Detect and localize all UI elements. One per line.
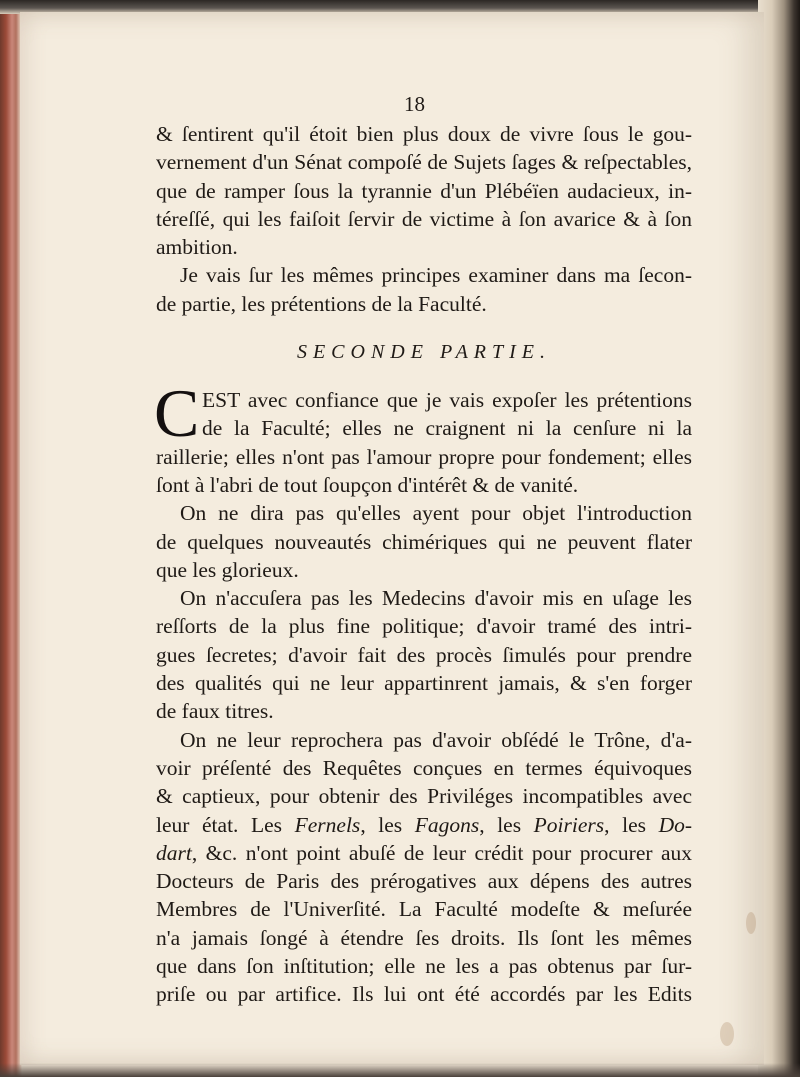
dropcap-paragraph: [154, 375, 692, 499]
text-line: ambition.: [156, 235, 238, 260]
text-line-names: [156, 811, 692, 839]
text-line: ſont à l'abri de tout ſoupçon d'intérêt & de vanité.: [156, 472, 579, 497]
text-line: Docteurs de Paris des prérogatives aux dépens des autres: [156, 869, 692, 894]
text-line: de partie, les prétentions de la Faculté.: [156, 291, 487, 316]
text-line: voir préſenté des Requêtes conçues en termes équivoques: [156, 755, 692, 780]
text-line: Je vais ſur les mêmes principes examiner dans ma ſecon-: [180, 263, 692, 288]
text-line: priſe ou par artifice. Ils lui ont été accordés par les Edits: [156, 982, 692, 1007]
paper-stain: [720, 1022, 734, 1046]
name-fernels: Fernels: [294, 812, 361, 837]
text-run: , les: [360, 812, 415, 837]
page-text: [156, 120, 692, 1009]
text-line: On ne dira pas qu'elles ayent pour objet l'introduction: [180, 501, 692, 526]
text-line: n'a jamais ſongé à étendre ſes droits. Ils ſont les mêmes: [156, 925, 692, 950]
name-poiriers: Poiriers: [533, 812, 605, 837]
text-run: , les: [479, 812, 534, 837]
text-line: On ne leur reprochera pas d'avoir obſédé le Trône, d'a-: [180, 727, 692, 752]
text-line: de faux titres.: [156, 699, 274, 724]
text-line: & ſentirent qu'il étoit bien plus doux de vivre ſous le gou-: [156, 122, 692, 146]
text-line: & captieux, pour obtenir des Priviléges incompatibles avec: [156, 784, 692, 809]
text-line: des qualités qui ne leur appartinrent jamais, & s'en forger: [156, 671, 692, 696]
text-line: On n'accuſera pas les Medecins d'avoir mis en uſage les: [180, 586, 692, 611]
text-line: Membres de l'Univerſité. La Faculté modeſte & meſurée: [156, 897, 692, 922]
text-line: gues ſecretes; d'avoir fait des procès ſimulés pour prendre: [156, 642, 692, 667]
text-line: raillerie; elles n'ont pas l'amour propre pour fondement; elles: [156, 444, 692, 469]
text-line: que de ramper ſous la tyrannie d'un Plébéïen audacieux, in-: [156, 178, 692, 203]
drop-cap-letter: C: [154, 375, 200, 452]
text-line: vernement d'un Sénat compoſé de Sujets ſages & reſpectables,: [156, 150, 692, 175]
text-run: leur état. Les: [156, 812, 295, 837]
section-heading: SECONDE PARTIE.: [296, 341, 552, 364]
text-line: reſſorts de la plus fine politique; d'avoir tramé des intri-: [156, 614, 692, 639]
text-line: de quelques nouveautés chimériques qui ne peuvent flater: [156, 529, 692, 554]
page-number: 18: [404, 92, 425, 116]
text-line: que les glorieux.: [156, 557, 299, 582]
paper-stain: [746, 912, 756, 934]
text-run: , &c. n'ont point abuſé de leur crédit pour procurer aux: [191, 840, 692, 865]
text-line: téreſſé, qui les faiſoit ſervir de victime à ſon avarice & à ſon: [156, 206, 692, 231]
text-line: de la Faculté; elles ne craignent ni la cenſure ni la: [202, 416, 692, 441]
book-right-edge: [758, 0, 800, 1077]
text-run: , les: [604, 812, 659, 837]
name-dodart-part2: dart: [156, 840, 192, 865]
text-line: que dans ſon inſtitution; elle ne les a pas obtenus par ſur-: [156, 954, 692, 979]
name-dodart-part1: Do-: [658, 812, 692, 837]
book-bottom-edge: [0, 1063, 800, 1077]
name-fagons: Fagons: [414, 812, 480, 837]
text-line: [156, 839, 692, 867]
text-line: EST avec confiance que je vais expoſer les prétentions: [202, 388, 692, 413]
